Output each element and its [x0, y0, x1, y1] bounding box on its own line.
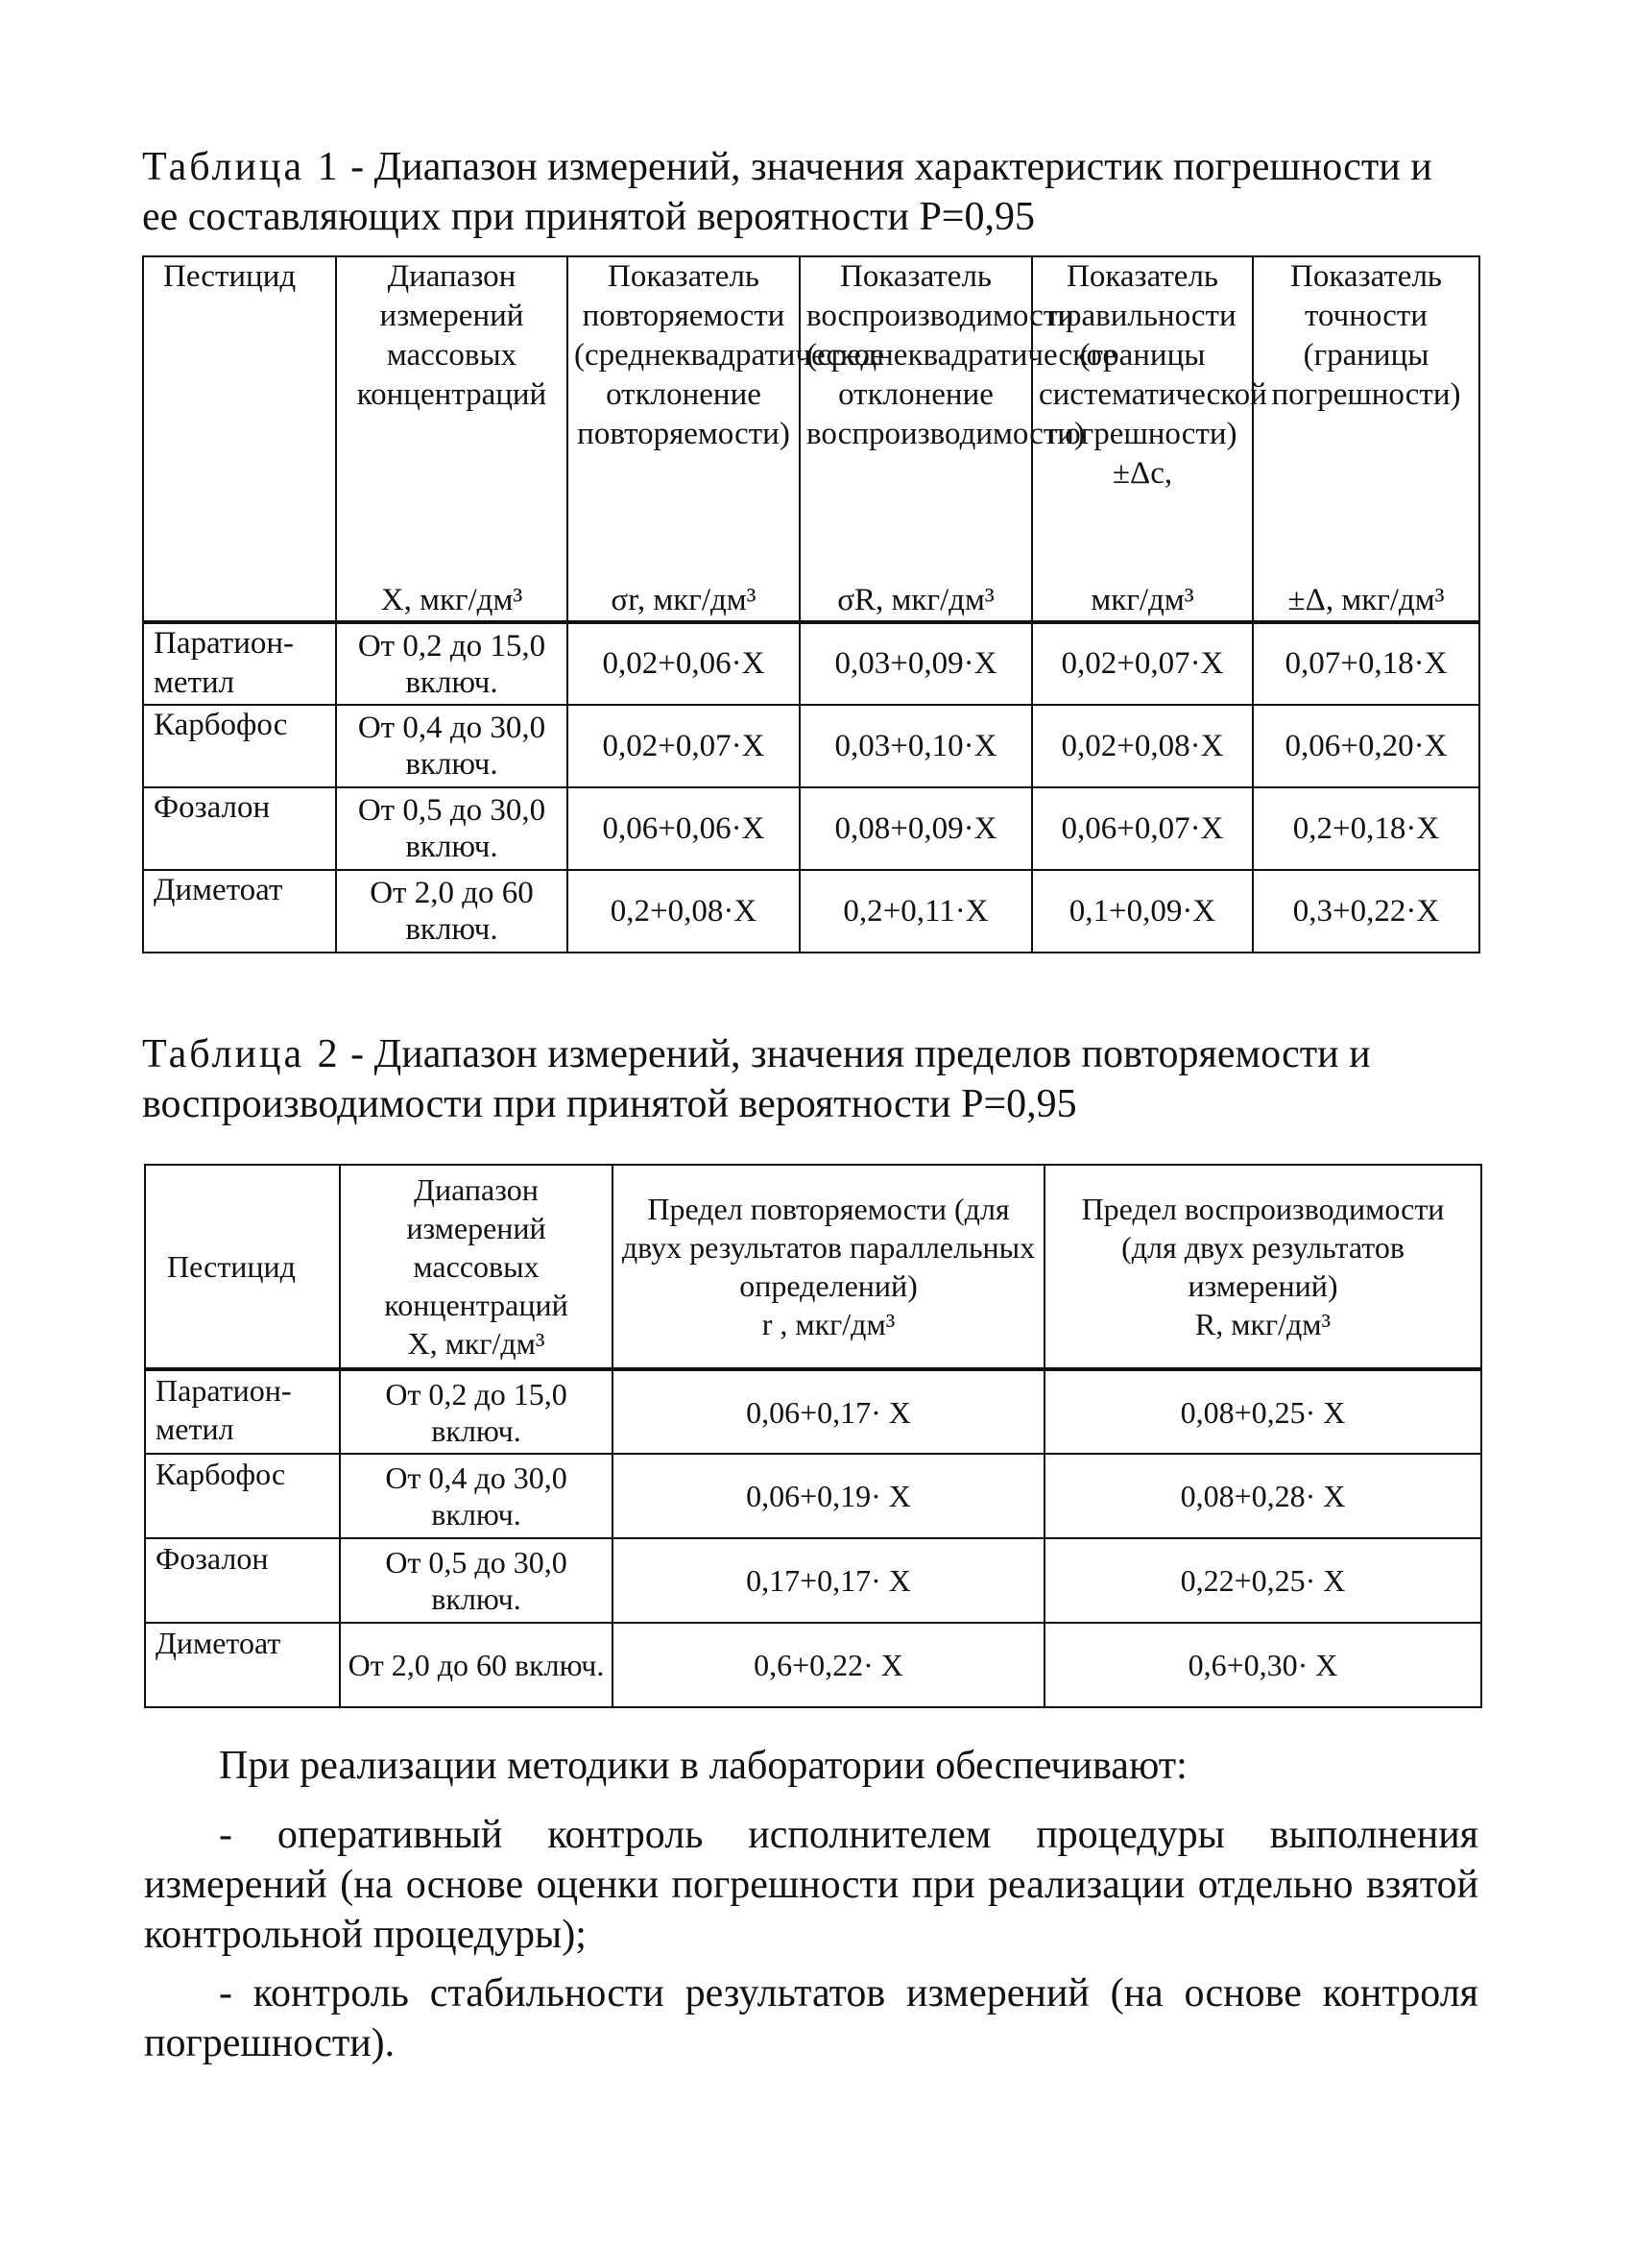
table-row [145, 1538, 1481, 1623]
table-row [145, 1454, 1481, 1538]
table1-header-cell: Показатель воспроизводимости (среднеквадратическое отклонение воспроизводимости) σR, мкг/дм³ [800, 256, 1032, 622]
pesticide-cell: Фозалон [145, 1538, 340, 1623]
value-cell: 0,02+0,07·Х [567, 705, 800, 787]
table2-header-cell: Диапазон измерений массовых концентраций Х, мкг/дм³ [340, 1165, 612, 1369]
range-cell: От 0,5 до 30,0 включ. [340, 1538, 612, 1623]
table-row [143, 870, 1479, 953]
table2-caption-text: - Диапазон измерений, значения пределов повторяемости и воспроизводимости при принятой вероятности Р=0,95 [142, 1032, 1371, 1126]
value-cell: 0,03+0,09·Х [800, 622, 1032, 705]
range-cell: От 0,4 до 30,0 включ. [336, 705, 567, 787]
table-row [143, 787, 1479, 870]
range-cell: От 0,2 до 15,0 включ. [340, 1369, 612, 1454]
table2-header-cell: Предел воспроизводимости (для двух результатов измерений) R, мкг/дм³ [1045, 1165, 1481, 1369]
value-cell: 0,2+0,11·Х [800, 870, 1032, 953]
body-list-item: - контроль стабильности результатов измерений (на основе контроля погрешности). [144, 1971, 1478, 2065]
table-row [143, 622, 1479, 705]
table2-caption [142, 1029, 1467, 1129]
table2 [144, 1164, 1482, 1708]
value-cell: 0,02+0,06·Х [567, 622, 800, 705]
pesticide-cell: Диметоат [145, 1623, 340, 1707]
value-cell: 0,6+0,22· Х [612, 1623, 1045, 1707]
value-cell: 0,6+0,30· Х [1045, 1623, 1481, 1707]
table2-header-cell: Предел повторяемости (для двух результатов параллельных определений) r , мкг/дм³ [612, 1165, 1045, 1369]
value-cell: 0,1+0,09·Х [1032, 870, 1253, 953]
pesticide-cell: Паратион-метил [145, 1369, 340, 1454]
pesticide-cell: Паратион-метил [143, 622, 336, 705]
table2-header-cell: Пестицид [145, 1165, 340, 1369]
range-cell: От 0,5 до 30,0 включ. [336, 787, 567, 870]
pesticide-cell: Фозалон [143, 787, 336, 870]
table1-caption-label: Таблица 1 [142, 145, 341, 189]
value-cell: 0,2+0,18·Х [1253, 787, 1479, 870]
table1-caption-text: - Диапазон измерений, значения характеристик погрешности и ее составляющих при принятой вероятности Р=0,95 [142, 145, 1432, 239]
range-cell: От 0,4 до 30,0 включ. [340, 1454, 612, 1538]
value-cell: 0,08+0,09·Х [800, 787, 1032, 870]
table1-header-cell: Пестицид [143, 256, 336, 622]
table2-header-row [145, 1165, 1481, 1369]
range-cell: От 2,0 до 60 включ. [336, 870, 567, 953]
value-cell: 0,3+0,22·Х [1253, 870, 1479, 953]
table1 [142, 255, 1480, 953]
table1-header-cell: Показатель повторяемости (среднеквадратическое отклонение повторяемости) σr, мкг/дм³ [567, 256, 800, 622]
body-intro-paragraph: При реализации методики в лаборатории обеспечивают: [219, 1744, 1188, 1788]
table1-header-cell: Показатель точности (границы погрешности) ±Δ, мкг/дм³ [1253, 256, 1479, 622]
table-row [145, 1369, 1481, 1454]
value-cell: 0,03+0,10·Х [800, 705, 1032, 787]
range-cell: От 2,0 до 60 включ. [340, 1623, 612, 1707]
range-cell: От 0,2 до 15,0 включ. [336, 622, 567, 705]
value-cell: 0,17+0,17· Х [612, 1538, 1045, 1623]
table-row [143, 705, 1479, 787]
value-cell: 0,22+0,25· Х [1045, 1538, 1481, 1623]
body-list-item: - оперативный контроль исполнителем процедуры выполнения измерений (на основе оценки погрешности при реализации отдельно взятой контрольной процедуры); [144, 1813, 1478, 1957]
value-cell: 0,02+0,08·Х [1032, 705, 1253, 787]
value-cell: 0,06+0,19· Х [612, 1454, 1045, 1538]
table1-header-row [143, 256, 1479, 622]
table1-header-cell: Диапазон измерений массовых концентраций Х, мкг/дм³ [336, 256, 567, 622]
pesticide-cell: Диметоат [143, 870, 336, 953]
table-row [145, 1623, 1481, 1707]
table2-caption-label: Таблица 2 [142, 1032, 341, 1076]
value-cell: 0,08+0,28· Х [1045, 1454, 1481, 1538]
value-cell: 0,08+0,25· Х [1045, 1369, 1481, 1454]
value-cell: 0,2+0,08·Х [567, 870, 800, 953]
value-cell: 0,02+0,07·Х [1032, 622, 1253, 705]
value-cell: 0,06+0,07·Х [1032, 787, 1253, 870]
value-cell: 0,06+0,20·Х [1253, 705, 1479, 787]
value-cell: 0,06+0,06·Х [567, 787, 800, 870]
value-cell: 0,06+0,17· Х [612, 1369, 1045, 1454]
pesticide-cell: Карбофос [143, 705, 336, 787]
table1-header-cell: Показатель правильности (границы систематической погрешности) ±Δс, мкг/дм³ [1032, 256, 1253, 622]
pesticide-cell: Карбофос [145, 1454, 340, 1538]
table1-caption [142, 142, 1467, 242]
value-cell: 0,07+0,18·Х [1253, 622, 1479, 705]
